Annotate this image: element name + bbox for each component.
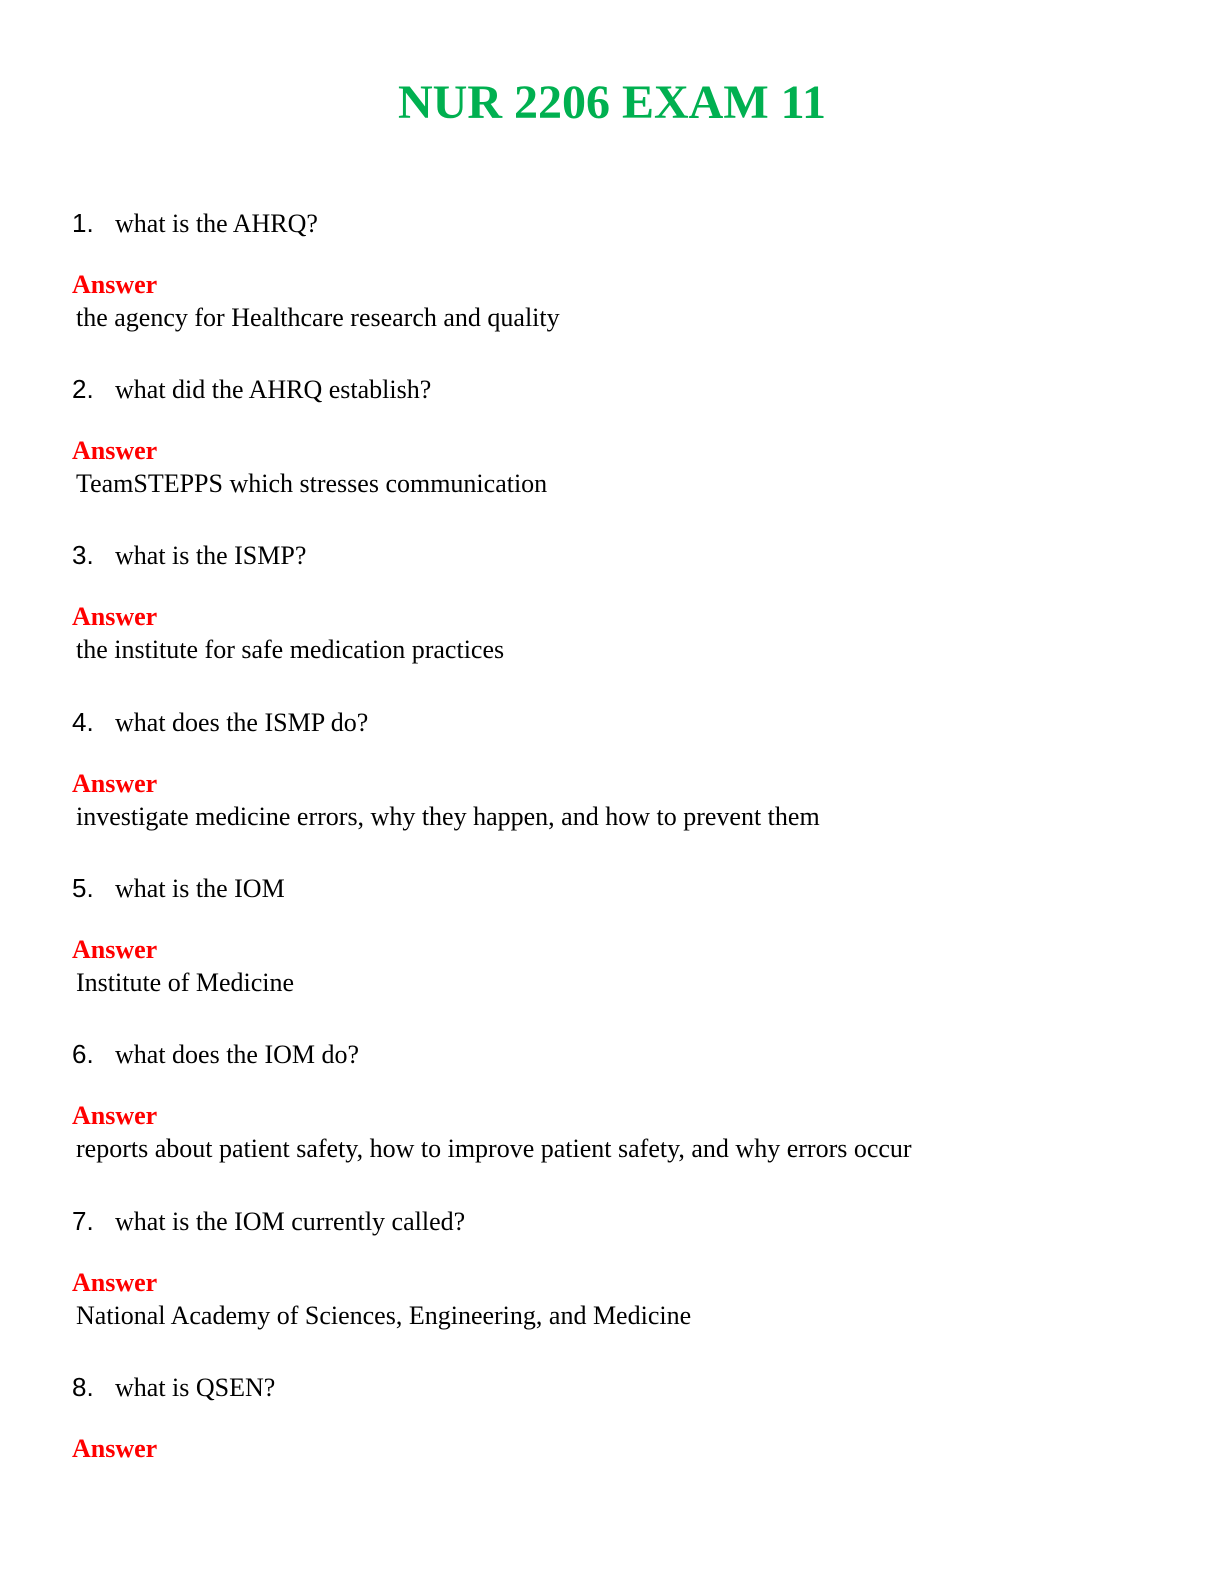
question-text: what is QSEN?	[115, 1373, 276, 1402]
question-text: what is the IOM currently called?	[115, 1207, 466, 1236]
question-number: 3.	[72, 540, 94, 570]
question-text: what is the ISMP?	[115, 541, 307, 570]
answer-text: investigate medicine errors, why they happen, and how to prevent them	[76, 802, 820, 831]
question-text: what did the AHRQ establish?	[115, 375, 432, 404]
question	[72, 1370, 275, 1404]
answer-text: National Academy of Sciences, Engineering, and Medicine	[76, 1301, 692, 1330]
answer-label: Answer	[72, 1434, 158, 1463]
answer-label: Answer	[72, 602, 158, 631]
question-text: what does the IOM do?	[115, 1040, 360, 1069]
answer-label: Answer	[72, 935, 158, 964]
question	[72, 1037, 359, 1071]
answer-label: Answer	[72, 1268, 158, 1297]
answer-text: reports about patient safety, how to improve patient safety, and why errors occur	[76, 1134, 912, 1163]
question-number: 2.	[72, 374, 94, 404]
question-number: 7.	[72, 1206, 94, 1236]
answer-label: Answer	[72, 270, 158, 299]
answer-text: Institute of Medicine	[76, 968, 295, 997]
question-number: 6.	[72, 1039, 94, 1069]
question-number: 8.	[72, 1372, 94, 1402]
question-number: 5.	[72, 873, 94, 903]
question-text: what is the IOM	[115, 874, 285, 903]
answer-label: Answer	[72, 1101, 158, 1130]
question	[72, 372, 431, 406]
answer-text: the institute for safe medication practices	[76, 635, 505, 664]
question	[72, 1204, 465, 1238]
question-number: 1.	[72, 208, 94, 238]
question-text: what does the ISMP do?	[115, 708, 369, 737]
question-text: what is the AHRQ?	[115, 209, 318, 238]
answer-label: Answer	[72, 769, 158, 798]
question	[72, 538, 306, 572]
page-title: NUR 2206 EXAM 11	[398, 76, 826, 129]
answer-text: TeamSTEPPS which stresses communication	[76, 469, 548, 498]
answer-text: the agency for Healthcare research and quality	[76, 303, 560, 332]
question	[72, 206, 318, 240]
question-number: 4.	[72, 707, 94, 737]
question	[72, 705, 368, 739]
answer-label: Answer	[72, 436, 158, 465]
question	[72, 871, 285, 905]
